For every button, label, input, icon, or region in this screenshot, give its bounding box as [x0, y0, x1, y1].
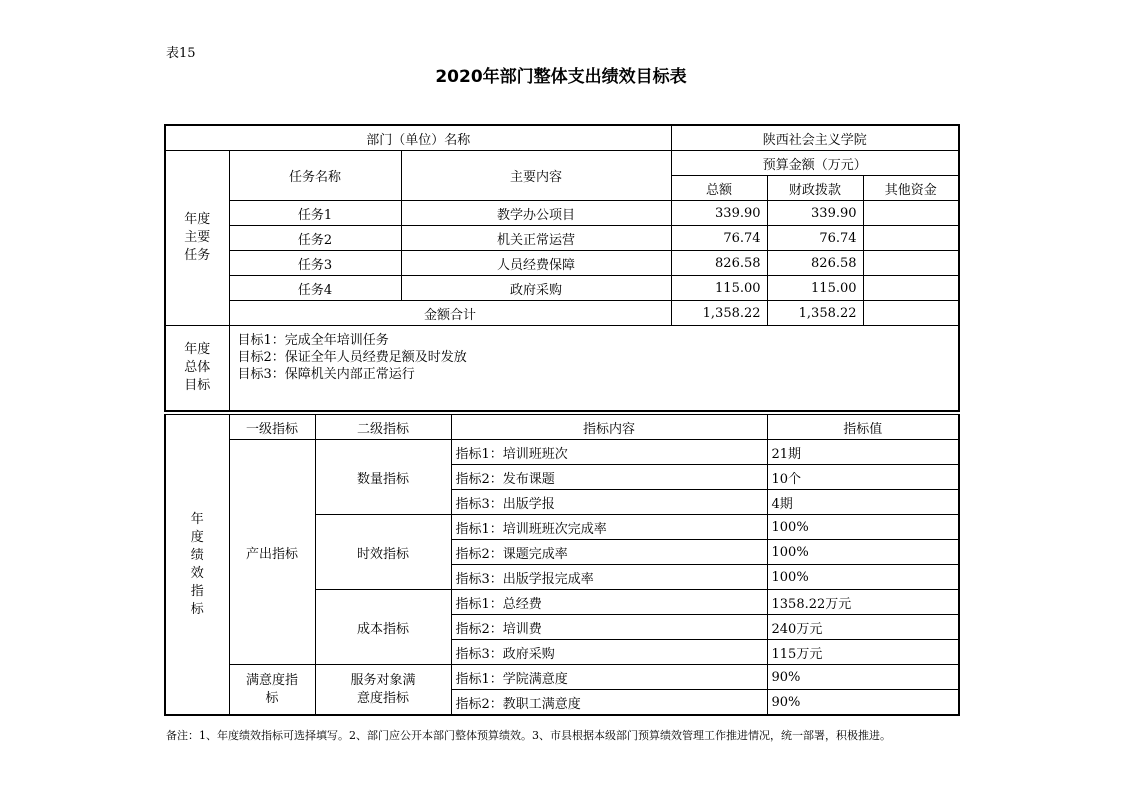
- task-fiscal: 76.74: [767, 226, 863, 251]
- task-fiscal: 115.00: [767, 276, 863, 301]
- performance-label-text: 年度绩效指标: [190, 511, 204, 617]
- indicator-content: 指标2：课题完成率: [451, 540, 767, 565]
- task-total: 826.58: [671, 251, 767, 276]
- table-label: 表15: [166, 46, 196, 61]
- task-fiscal: 339.90: [767, 201, 863, 226]
- budget-task-table: [164, 124, 960, 412]
- task-fiscal: 826.58: [767, 251, 863, 276]
- indicator-content: 指标2：教职工满意度: [451, 690, 767, 716]
- indicator-value: 90%: [767, 690, 959, 716]
- task-total: 339.90: [671, 201, 767, 226]
- sum-row: [165, 301, 959, 326]
- col-indicator-value: 指标值: [767, 415, 959, 440]
- performance-indicator-table: [164, 414, 960, 716]
- overall-goals-row: [165, 326, 959, 412]
- col-level1: 一级指标: [229, 415, 315, 440]
- table-row: [165, 440, 959, 465]
- table-row: [165, 665, 959, 690]
- annual-tasks-label-text: 年度主要任务: [184, 212, 211, 263]
- task-other: [863, 226, 959, 251]
- satisfaction-indicator-label-text: 满意度指标: [245, 672, 298, 706]
- col-level2: 二级指标: [315, 415, 451, 440]
- dept-label: 部门（单位）名称: [165, 125, 671, 151]
- dept-row: [165, 125, 959, 151]
- task-name: 任务1: [229, 201, 401, 226]
- table-row: [165, 201, 959, 226]
- indicator-value: 4期: [767, 490, 959, 515]
- task-other: [863, 276, 959, 301]
- task-total: 76.74: [671, 226, 767, 251]
- service-satisfaction-label: [315, 665, 451, 716]
- overall-goals-label: [165, 326, 229, 412]
- overall-goals-label-text: 年度总体目标: [184, 342, 211, 393]
- col-other-funds: 其他资金: [863, 176, 959, 201]
- goal-item: 目标3：保障机关内部正常运行: [237, 367, 415, 382]
- goal-item: 目标2：保证全年人员经费足额及时发放: [237, 350, 467, 365]
- indicator-content: 指标2：发布课题: [451, 465, 767, 490]
- task-content: 人员经费保障: [401, 251, 671, 276]
- task-other: [863, 201, 959, 226]
- table-row: [165, 251, 959, 276]
- sum-other: [863, 301, 959, 326]
- indicator-content: 指标1：培训班班次完成率: [451, 515, 767, 540]
- output-indicator-label: 产出指标: [229, 440, 315, 665]
- quantity-indicator-label: 数量指标: [315, 440, 451, 515]
- indicator-content: 指标2：培训费: [451, 615, 767, 640]
- indicator-value: 115万元: [767, 640, 959, 665]
- performance-label: [165, 415, 229, 716]
- dept-name: 陕西社会主义学院: [671, 125, 959, 151]
- col-indicator-content: 指标内容: [451, 415, 767, 440]
- task-content: 教学办公项目: [401, 201, 671, 226]
- sum-total: 1,358.22: [671, 301, 767, 326]
- task-content: 政府采购: [401, 276, 671, 301]
- indicator-header-row: [165, 415, 959, 440]
- indicator-value: 100%: [767, 565, 959, 590]
- table-row: [165, 226, 959, 251]
- sum-label: 金额合计: [229, 301, 671, 326]
- timeliness-indicator-label: 时效指标: [315, 515, 451, 590]
- cost-indicator-label: 成本指标: [315, 590, 451, 665]
- indicator-content: 指标1：总经费: [451, 590, 767, 615]
- indicator-content: 指标3：出版学报完成率: [451, 565, 767, 590]
- task-total: 115.00: [671, 276, 767, 301]
- table-row: [165, 276, 959, 301]
- task-other: [863, 251, 959, 276]
- indicator-value: 90%: [767, 665, 959, 690]
- sum-fiscal: 1,358.22: [767, 301, 863, 326]
- annual-tasks-label: [165, 151, 229, 326]
- indicator-value: 100%: [767, 540, 959, 565]
- indicator-value: 1358.22万元: [767, 590, 959, 615]
- goal-item: 目标1：完成全年培训任务: [237, 333, 389, 348]
- service-satisfaction-label-text: 服务对象满意度指标: [350, 672, 416, 706]
- indicator-value: 10个: [767, 465, 959, 490]
- col-task-name: 任务名称: [229, 151, 401, 201]
- indicator-content: 指标1：培训班班次: [451, 440, 767, 465]
- indicator-value: 240万元: [767, 615, 959, 640]
- satisfaction-indicator-label: [229, 665, 315, 716]
- overall-goals-content: [229, 326, 959, 412]
- indicator-content: 指标3：政府采购: [451, 640, 767, 665]
- indicator-value: 21期: [767, 440, 959, 465]
- col-total: 总额: [671, 176, 767, 201]
- task-name: 任务2: [229, 226, 401, 251]
- task-header-row: [165, 151, 959, 176]
- col-fiscal: 财政拨款: [767, 176, 863, 201]
- document-title: 2020年部门整体支出绩效目标表: [435, 67, 687, 87]
- footnote: 备注：1、年度绩效指标可选择填写。2、部门应公开本部门整体预算绩效。3、市县根据本级部门预算绩效管理工作推进情况，统一部署，积极推进。: [166, 729, 891, 742]
- task-content: 机关正常运营: [401, 226, 671, 251]
- indicator-content: 指标3：出版学报: [451, 490, 767, 515]
- col-main-content: 主要内容: [401, 151, 671, 201]
- task-name: 任务3: [229, 251, 401, 276]
- task-name: 任务4: [229, 276, 401, 301]
- col-budget-amount: 预算金额（万元）: [671, 151, 959, 176]
- indicator-content: 指标1：学院满意度: [451, 665, 767, 690]
- indicator-value: 100%: [767, 515, 959, 540]
